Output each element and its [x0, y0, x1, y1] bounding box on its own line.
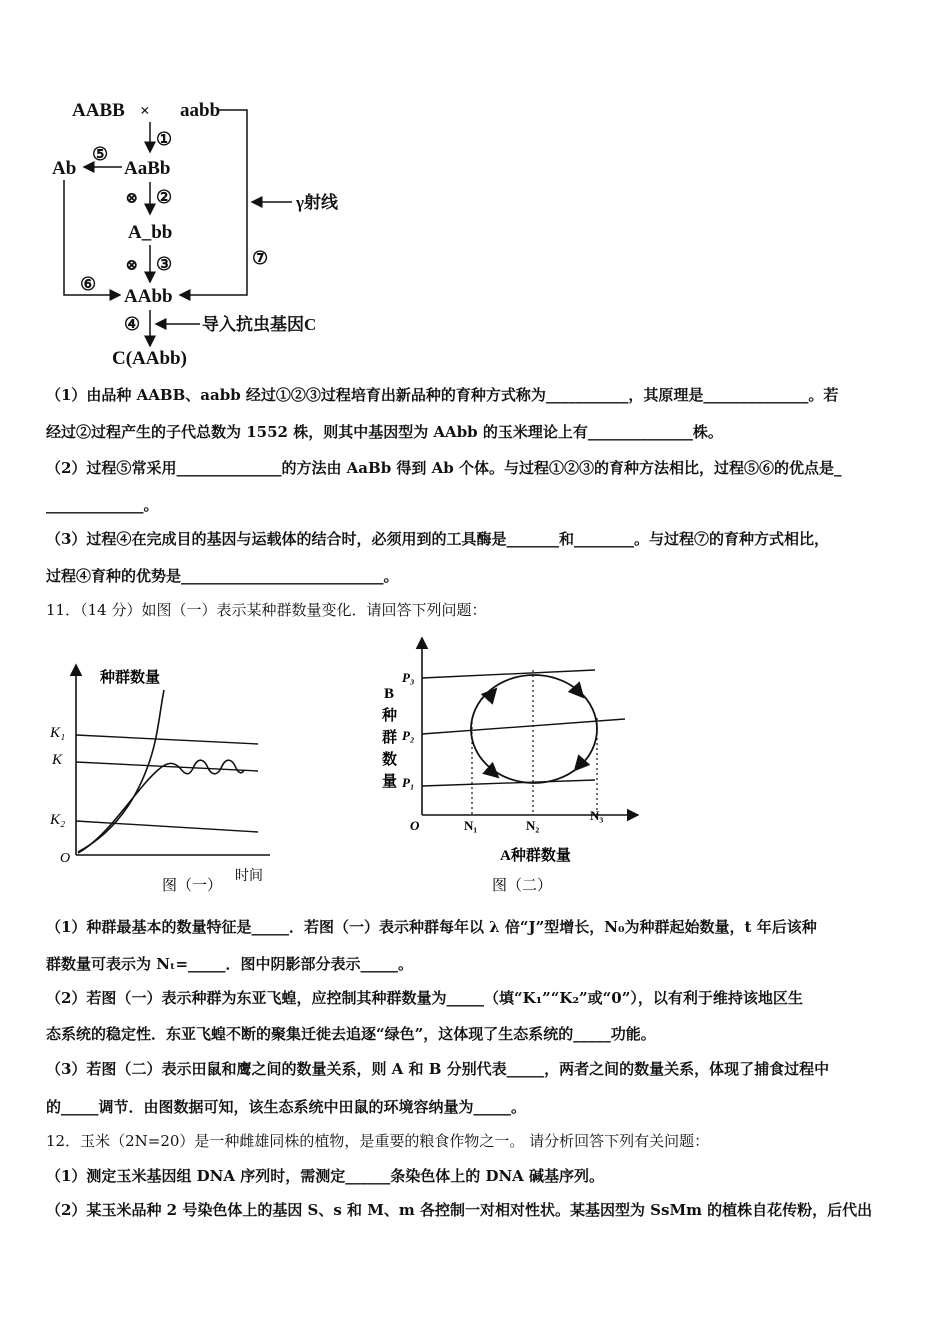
target-aabb: AAbb	[124, 286, 173, 307]
figure-2-predator-prey	[370, 630, 650, 900]
fig2-origin: O	[410, 818, 420, 833]
q11-p2-line1: （2）若图（一）表示种群为东亚飞蝗，应控制其种群数量为_____（填“K₁”“K₂”或“0”），以有利于维持该地区生	[46, 989, 803, 1007]
fig2-p1-line	[422, 780, 595, 786]
step5-label: ⑤	[92, 144, 109, 164]
q10-p3-line2: 过程④育种的优势是___________________________。	[46, 567, 399, 585]
q10-p1-line1: （1）由品种 AABB、aabb 经过①②③过程培育出新品种的育种方式称为___________，其原理是______________。若	[46, 386, 839, 404]
q12-p1: （1）测定玉米基因组 DNA 序列时，需测定______条染色体上的 DNA 碱基序列。	[46, 1167, 605, 1185]
fig2-p3-line	[422, 670, 595, 678]
q11-p3-line2: 的_____调节．由图数据可知，该生态系统中田鼠的环境容纳量为_____。	[46, 1098, 527, 1116]
gene-input-label: 导入抗虫基因C	[202, 315, 317, 334]
fig1-j-curve	[78, 690, 164, 852]
fig2-p2-label: P₂	[402, 728, 415, 743]
q12-p2: （2）某玉米品种 2 号染色体上的基因 S、s 和 M、m 各控制一对相对性状。某基因型为 SsMm 的植株自花传粉，后代出	[46, 1201, 873, 1219]
fig2-arrow-top-right	[575, 688, 583, 697]
step1-label: ①	[156, 129, 173, 149]
step3-label: ③	[156, 254, 173, 274]
f2-abb: A_bb	[128, 222, 173, 243]
self-symbol-2: ⊗	[125, 257, 139, 274]
fig2-ylabel-2: 种	[382, 708, 398, 724]
self-symbol-1: ⊗	[125, 190, 139, 207]
fig1-k-label: K	[52, 752, 63, 768]
fig1-origin: O	[60, 851, 71, 866]
q11-p2-line2: 态系统的稳定性．东亚飞蝗不断的聚集迁徙去追逐“绿色”，这体现了生态系统的_____功能。	[46, 1025, 656, 1043]
fig2-p2-line	[422, 719, 625, 734]
fig1-k2-label: K₂	[50, 812, 66, 828]
fig1-ylabel: 种群数量	[100, 670, 161, 686]
fig2-caption: 图（二）	[492, 878, 553, 894]
step6-label: ⑥	[80, 274, 97, 294]
fig1-k1-label: K₁	[50, 725, 66, 741]
fig2-n3-label: N₃	[590, 808, 604, 823]
step2-label: ②	[156, 187, 173, 207]
q11-header: 11．（14 分）如图（一）表示某种群数量变化．请回答下列问题：	[46, 601, 487, 619]
fig2-ylabel-3: 群	[382, 730, 398, 746]
f1-aabb: AaBb	[124, 158, 171, 179]
fig2-ylabel-4: 数	[382, 752, 398, 768]
q11-p1-line2: 群数量可表示为 Nₜ=_____．图中阴影部分表示_____。	[46, 955, 414, 973]
fig1-caption: 图（一）	[162, 878, 223, 894]
q11-p3-line1: （3）若图（二）表示田鼠和鹰之间的数量关系，则 A 和 B 分别代表_____，两者之间的数量关系，体现了捕食过程中	[46, 1060, 830, 1078]
q10-p2-line1: （2）过程⑤常采用______________的方法由 AaBb 得到 Ab 个体。与过程①②③的育种方法相比，过程⑤⑥的优点是_	[46, 459, 842, 477]
fig2-p1-label: P₁	[402, 775, 415, 790]
haploid-ab: Ab	[52, 158, 77, 179]
q10-p2-line2: _____________。	[46, 496, 159, 514]
gamma-ray-label: γ射线	[296, 193, 338, 212]
step4-label: ④	[124, 314, 141, 334]
fig2-arrow-bottom-right	[575, 761, 583, 770]
arrow-step7	[180, 110, 247, 295]
q12-header: 12．玉米（2N=20）是一种雌雄同株的植物，是重要的粮食作物之一。 请分析回答下列有关问题：	[46, 1132, 710, 1150]
q10-p1-line2: 经过②过程产生的子代总数为 1552 株，则其中基因型为 AAbb 的玉米理论上有______________株。	[46, 423, 723, 441]
fig2-n1-label: N₁	[464, 818, 478, 833]
fig1-k2-line	[76, 821, 258, 832]
fig2-ylabel-1: B	[384, 686, 395, 702]
parent-aabb-lower: aabb	[180, 100, 221, 121]
breeding-diagram	[40, 90, 380, 375]
step7-label: ⑦	[252, 248, 269, 268]
fig2-p3-label: P₃	[402, 670, 415, 685]
parent-aabb-upper: AABB	[72, 100, 125, 121]
fig2-ylabel-5: 量	[382, 774, 398, 790]
cross-symbol: ×	[140, 101, 150, 120]
q10-p3-line1: （3）过程④在完成目的基因与运载体的结合时，必须用到的工具酶是_______和________。与过程⑦的育种方式相比，	[46, 530, 829, 548]
fig2-xlabel: A种群数量	[500, 848, 571, 864]
fig1-xlabel: 时间	[235, 869, 263, 884]
figure-1-population-curve	[40, 640, 280, 900]
fig1-k1-line	[76, 735, 258, 744]
final-c-aabb: C(AAbb)	[112, 348, 187, 369]
fig1-s-curve	[78, 760, 244, 853]
q11-p1-line1: （1）种群最基本的数量特征是_____．若图（一）表示种群每年以 λ 倍“J”型增长，N₀为种群起始数量，t 年后该种	[46, 918, 817, 936]
fig2-n2-label: N₂	[526, 818, 540, 833]
